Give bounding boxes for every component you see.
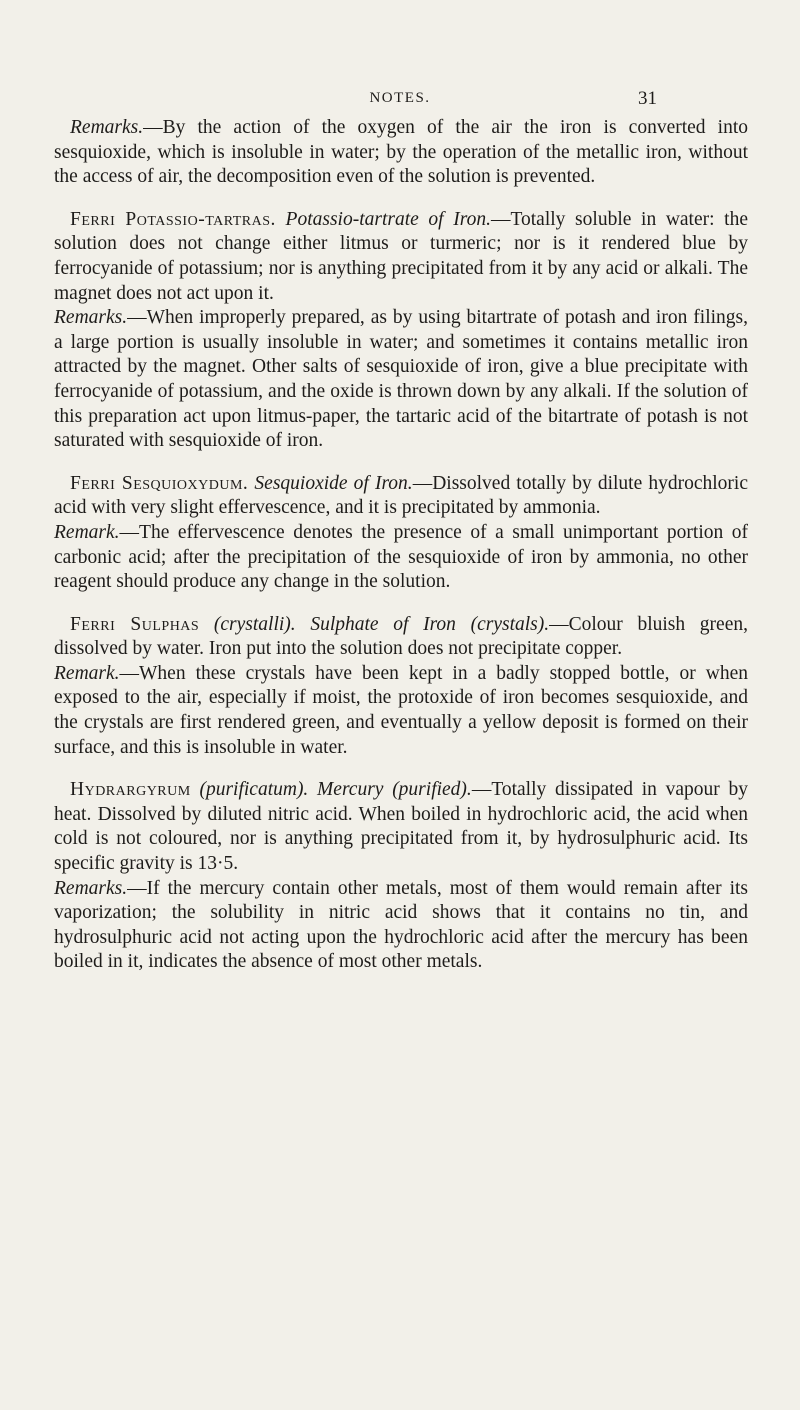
entry-latin-name: Hydrargyrum (70, 779, 191, 801)
entry-remark (54, 306, 748, 454)
entry-english-name: Sesquioxide of Iron. (254, 472, 413, 494)
remark-text: —When improperly prepared, as by using bitartrate of potash and iron filings, a large portion is usually insoluble in water; and sometimes it contains metallic iron attracted by the magnet. Other salts of sesquioxide of iron, give a blue precipitate with ferrocyanide of potassium, and the oxide is thrown down by any alkali. If the solution of this preparation act upon litmus-paper, the tartaric acid of the bitartrate of potash is not saturated with sesquioxide of iron. (54, 307, 748, 452)
entry-description (54, 613, 748, 662)
page-number: 31 (638, 88, 657, 109)
entry-ferri-sesquioxydum (54, 472, 748, 595)
entry-latin-name: Ferri Potassio-tartras. (70, 208, 276, 230)
entry-description-text: —Totally soluble in water: the solution does not change either litmus or turmeric; nor is it rendered blue by ferrocyanide of potassium; nor is anything precipitated from it by any acid or alkali. The magnet does not act upon it. (54, 208, 748, 304)
remark-text: —When these crystals have been kept in a badly stopped bottle, or when exposed to the air, especially if moist, the protoxide of iron becomes sesquioxide, and the crystals are first rendered green, and eventually a yellow deposit is formed on their surface, and this is insoluble in water. (54, 662, 748, 758)
page-header (0, 88, 800, 118)
entry-english-name: Mercury (purified). (317, 779, 472, 801)
remark-text: —By the action of the oxygen of the air the iron is converted into sesquioxide, which is insoluble in water; by the operation of the metallic iron, without the access of air, the decomposition even of the solution is prevented. (54, 117, 748, 188)
entry-ferri-sulphas (54, 613, 748, 761)
remark-label: Remark. (54, 662, 120, 684)
entry-remark (54, 662, 748, 760)
entry-description (54, 472, 748, 521)
remark-label: Remark. (54, 521, 120, 543)
entry-description-text: —Totally dissipated in vapour by heat. Dissolved by diluted nitric acid. When boiled in hydrochloric acid, the acid when cold is not coloured, nor is anything precipitated from it, by hydrosulphuric acid. Its specific gravity is 13·5. (54, 779, 749, 875)
page-body (54, 116, 748, 975)
intro-remark (54, 116, 748, 190)
entry-latin-qualifier: (crystalli). (213, 613, 296, 635)
remark-label: Remarks. (70, 117, 144, 138)
entry-description-text: —Dissolved totally by dilute hydrochloric acid with very slight effervescence, and it is precipitated by ammonia. (54, 472, 748, 519)
entry-english-name: Sulphate of Iron (crystals). (310, 613, 550, 635)
entry-english-name: Potassio-tartrate of Iron. (285, 208, 491, 230)
entry-latin-name: Ferri Sesquioxydum. (70, 472, 249, 494)
remark-text: —If the mercury contain other metals, most of them would remain after its vaporization; the solubility in nitric acid shows that it contains no tin, and hydrosulphuric acid not acting upon the hydrochloric acid after the mercury has been boiled in it, indicates the absence of most other metals. (54, 877, 748, 973)
remark-label: Remarks. (54, 877, 128, 899)
remark-text: —The effervescence denotes the presence of a small unimportant portion of carbonic acid; after the precipitation of the sesquioxide of iron by ammonia, no other reagent should produce any change in the solution. (54, 521, 748, 593)
intro-remark-section (54, 116, 748, 190)
entry-latin-name: Ferri Sulphas (70, 613, 200, 635)
entry-description (54, 778, 748, 876)
entry-hydrargyrum (54, 778, 748, 975)
entry-ferri-potassio-tartras (54, 208, 748, 454)
entry-remark (54, 521, 748, 595)
entry-description-text: —Colour bluish green, dissolved by water. Iron put into the solution does not precipitate copper. (54, 613, 748, 660)
running-head: NOTES. (369, 90, 431, 106)
remark-label: Remarks. (54, 307, 128, 329)
entry-description (54, 208, 748, 306)
entry-latin-qualifier: (purificatum). (199, 779, 309, 801)
entry-remark (54, 877, 748, 975)
